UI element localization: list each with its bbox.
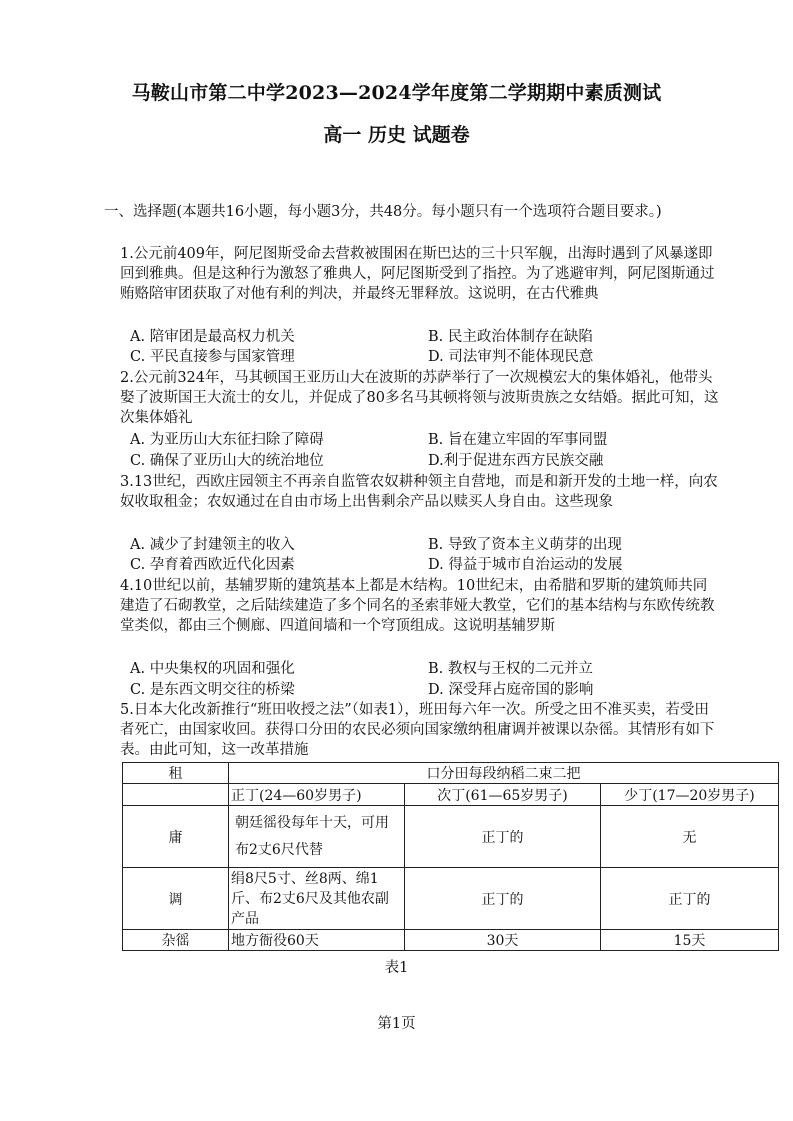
table-cell-zu-label: 租 (123, 763, 229, 784)
question-1-stem: 1.公元前409年，阿尼图斯受命去营救被围困在斯巴达的三十只军舰，出海时遇到了风暴遂即回到雅典。但是这种行为激怒了雅典人，阿尼图斯受到了指控。为了逃避审判，阿尼图斯通过贿赂陪审团获取了对他有利的判决，并最终无罪释放。这说明，在古代雅典 (120, 246, 715, 303)
table-cell-diao-label: 调 (123, 868, 229, 930)
question-1-option-b: B. 民主政治体制存在缺陷 (428, 329, 593, 345)
table-cell-yong-label: 庸 (123, 806, 229, 868)
question-3-option-d: D. 得益于城市自治运动的发展 (428, 557, 623, 573)
question-2-option-a: A. 为亚历山大东征扫除了障碍 (130, 432, 324, 448)
table-header-ciding: 次丁(61—65岁男子) (405, 784, 601, 806)
table-cell-yong-shaoding: 无 (601, 806, 779, 868)
question-3-option-b: B. 导致了资本主义萌芽的出现 (428, 537, 622, 553)
question-1-option-d: D. 司法审判不能体现民意 (428, 349, 594, 365)
table-header-shaoding: 少丁(17—20岁男子) (601, 784, 779, 806)
table-cell-zayao-ciding: 30天 (405, 930, 601, 951)
section-instruction: 一、选择题(本题共16小题，每小题3分，共48分。每小题只有一个选项符合题目要求。) (104, 204, 662, 220)
table-cell-zayao-shaoding: 15天 (601, 930, 779, 951)
table-caption: 表1 (384, 960, 409, 976)
question-1-option-a: A. 陪审团是最高权力机关 (130, 329, 295, 345)
question-3-option-a: A. 减少了封建领主的收入 (130, 537, 295, 553)
table-cell-zayao-zhengding: 地方衙役60天 (229, 930, 405, 951)
table-cell-diao-ciding: 正丁的 (405, 868, 601, 930)
page-number: 第1页 (377, 1016, 416, 1032)
question-2-option-b: B. 旨在建立牢固的军事同盟 (428, 432, 608, 448)
table-cell-diao-shaoding: 正丁的 (601, 868, 779, 930)
question-4-option-a: A. 中央集权的巩固和强化 (130, 661, 295, 677)
question-3-option-c: C. 孕育着西欧近代化因素 (130, 557, 295, 573)
table-header-zhengding: 正丁(24—60岁男子) (229, 784, 405, 806)
table-cell-zu-value: 口分田每段纳稻二束二把 (229, 763, 779, 784)
table-row (123, 930, 779, 951)
question-4-option-b: B. 教权与王权的二元并立 (428, 661, 593, 677)
table-row (123, 868, 779, 930)
question-4-option-d: D. 深受拜占庭帝国的影响 (428, 682, 594, 698)
question-4-stem: 4.10世纪以前，基辅罗斯的建筑基本上都是木结构。10世纪末，由希腊和罗斯的建筑师共同建造了石砌教堂，之后陆续建造了多个同名的圣索菲娅大教堂，它们的基本结构与东欧传统教堂类似，都由三个侧廊、四道间墙和一个穹顶组成。这说明基辅罗斯 (120, 578, 715, 635)
question-5-stem: 5.日本大化改新推行“班田收授之法”（如表1），班田每六年一次。所受之田不准买卖，若受田者死亡，由国家收回。获得口分田的农民必须向国家缴纳租庸调并被课以杂徭。其情形有如下表。由此可知，这一改革措施 (120, 702, 715, 759)
land-tax-table (122, 762, 779, 951)
question-4-option-c: C. 是东西文明交往的桥梁 (130, 682, 295, 698)
table-cell-zayao-label: 杂徭 (123, 930, 229, 951)
question-2-option-c: C. 确保了亚历山大的统治地位 (130, 453, 324, 469)
table-row (123, 806, 779, 868)
table-row (123, 784, 779, 806)
table-cell-yong-ciding: 正丁的 (405, 806, 601, 868)
question-2-stem: 2.公元前324年，马其顿国王亚历山大在波斯的苏萨举行了一次规模宏大的集体婚礼，他带头娶了波斯国王大流士的女儿，并促成了80多名马其顿将领与波斯贵族之女结婚。据此可知，这次集体婚礼 (120, 370, 719, 427)
table-cell-empty (123, 784, 229, 806)
exam-title: 马鞍山市第二中学2023—2024学年度第二学期期中素质测试 (131, 82, 662, 104)
question-1-option-c: C. 平民直接参与国家管理 (130, 349, 295, 365)
exam-subtitle: 高一 历史 试题卷 (323, 124, 470, 146)
question-3-stem: 3.13世纪，西欧庄园领主不再亲自监管农奴耕种领主自营地，而是和新开发的土地一样，向农奴收取租金；农奴通过在自由市场上出售剩余产品以赎买人身自由。这些现象 (120, 474, 718, 511)
table-cell-yong-zhengding: 朝廷徭役每年十天，可用布2丈6尺代替 (229, 806, 405, 868)
question-2-option-d: D.利于促进东西方民族交融 (428, 453, 604, 469)
table-cell-diao-zhengding: 绢8尺5寸、丝8两、绵1斤、布2丈6尺及其他农副产品 (229, 868, 405, 930)
table-row (123, 763, 779, 784)
